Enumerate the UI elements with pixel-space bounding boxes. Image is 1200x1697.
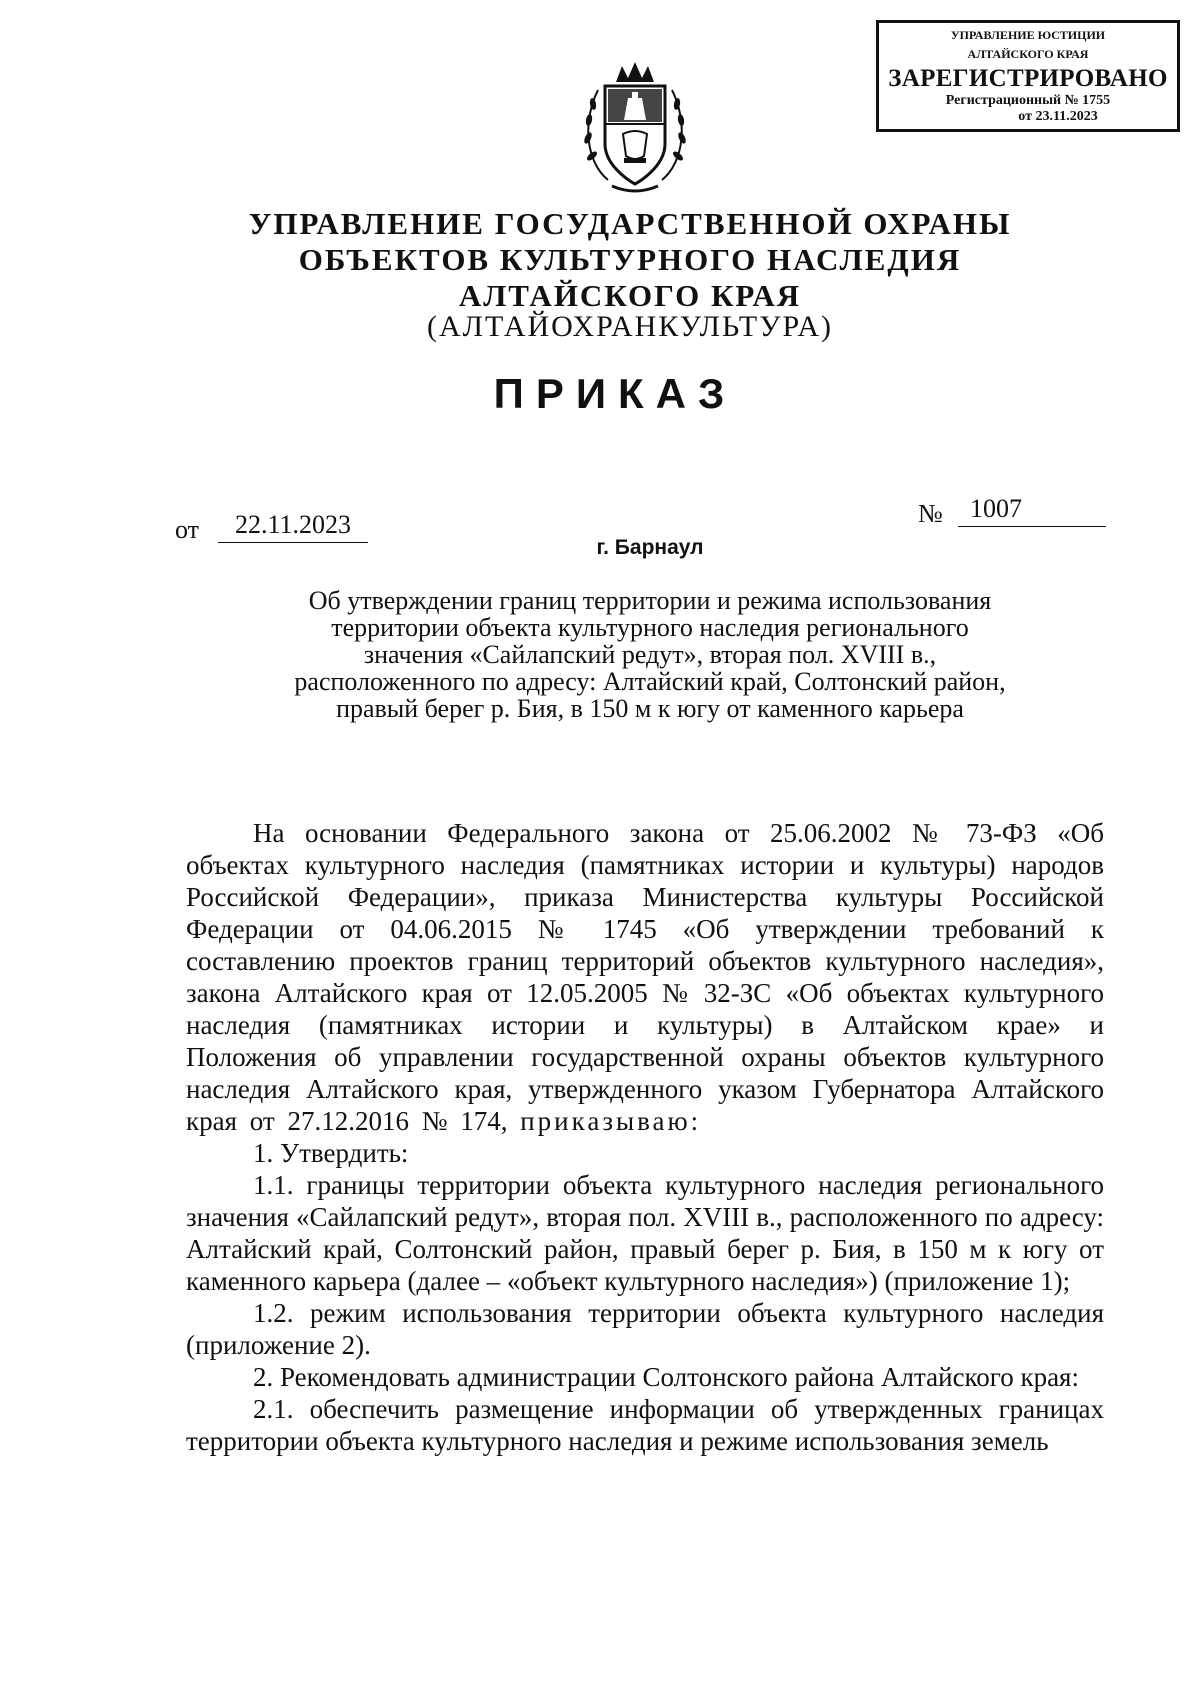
registration-stamp xyxy=(876,20,1180,132)
document-subject xyxy=(200,587,1100,722)
stamp-registration-number: Регистрационный № 1755 xyxy=(945,93,1111,108)
org-line-2: ОБЪЕКТОВ КУЛЬТУРНОГО НАСЛЕДИЯ xyxy=(298,242,962,277)
document-date: 22.11.2023 xyxy=(218,510,368,543)
organization-name xyxy=(180,206,1080,314)
document-body xyxy=(186,817,1104,1457)
subject-line-1: Об утверждении границ территории и режима использования xyxy=(308,586,992,615)
stamp-org-line1: УПРАВЛЕНИЕ ЮСТИЦИИ xyxy=(950,28,1106,42)
item-2-1: 2.1. обеспечить размещение информации об утвержденных границах территории объекта культурного наследия и режиме использования земель xyxy=(186,1394,1104,1456)
item-2: 2. Рекомендовать администрации Солтонского района Алтайского края: xyxy=(253,1362,1079,1392)
org-line-1: УПРАВЛЕНИЕ ГОСУДАРСТВЕННОЙ ОХРАНЫ xyxy=(248,206,1012,241)
organization-short-name: (АЛТАЙОХРАНКУЛЬТУРА) xyxy=(427,310,833,343)
document-type: ПРИКАЗ xyxy=(493,370,737,417)
number-prefix: № xyxy=(918,499,943,528)
subject-line-3: значения «Сайлапский редут», вторая пол. XVIII в., xyxy=(363,640,937,669)
item-1: 1. Утвердить: xyxy=(253,1138,409,1168)
subject-line-4: расположенного по адресу: Алтайский край, Солтонский район, xyxy=(294,667,1006,696)
date-prefix: от xyxy=(175,515,200,544)
item-1-2: 1.2. режим использования территории объекта культурного наследия (приложение 2). xyxy=(186,1298,1104,1360)
subject-line-2: территории объекта культурного наследия регионального xyxy=(331,613,969,642)
stamp-org-line2: АЛТАЙСКОГО КРАЯ xyxy=(967,47,1089,61)
preamble-paragraph xyxy=(186,817,1104,1137)
document-city: г. Барнаул xyxy=(596,536,704,559)
stamp-registration-date: от 23.11.2023 xyxy=(1018,109,1098,124)
org-line-3: АЛТАЙСКОГО КРАЯ xyxy=(458,278,802,313)
subject-line-5: правый берег р. Бия, в 150 м к югу от каменного карьера xyxy=(336,694,964,723)
preamble-text: На основании Федерального закона от 25.06.2002 № 73-ФЗ «Об объектах культурного наследия (памятниках истории и культуры) народов Российской Федерации», приказа Министерства культуры Российской Федерации от 04.06.2015 № 1745 «Об утверждении требований к составлению проектов границ территорий объектов культурного наследия», закона Алтайского края от 12.05.2005 № 32-ЗС «Об объектах культурного наследия (памятниках истории и культуры) в Алтайском крае» и Положения об управлении государственной охраны объектов культурного наследия Алтайского края, утвержденного указом Губернатора Алтайского края от 27.12.2016 № 174, xyxy=(186,818,1104,1136)
document-number: 1007 xyxy=(958,494,1106,527)
altai-krai-coat-of-arms-icon xyxy=(578,52,692,200)
stamp-title: ЗАРЕГИСТРИРОВАНО xyxy=(888,65,1168,92)
item-1-1: 1.1. границы территории объекта культурного наследия регионального значения «Сайлапский редут», вторая пол. XVIII в., расположенного по адресу: Алтайский край, Солтонский район, правый берег р. Бия, в 150 м к югу от каменного карьера (далее – «объект культурного наследия») (приложение 1); xyxy=(186,1170,1104,1296)
order-word: приказываю: xyxy=(520,1106,702,1136)
